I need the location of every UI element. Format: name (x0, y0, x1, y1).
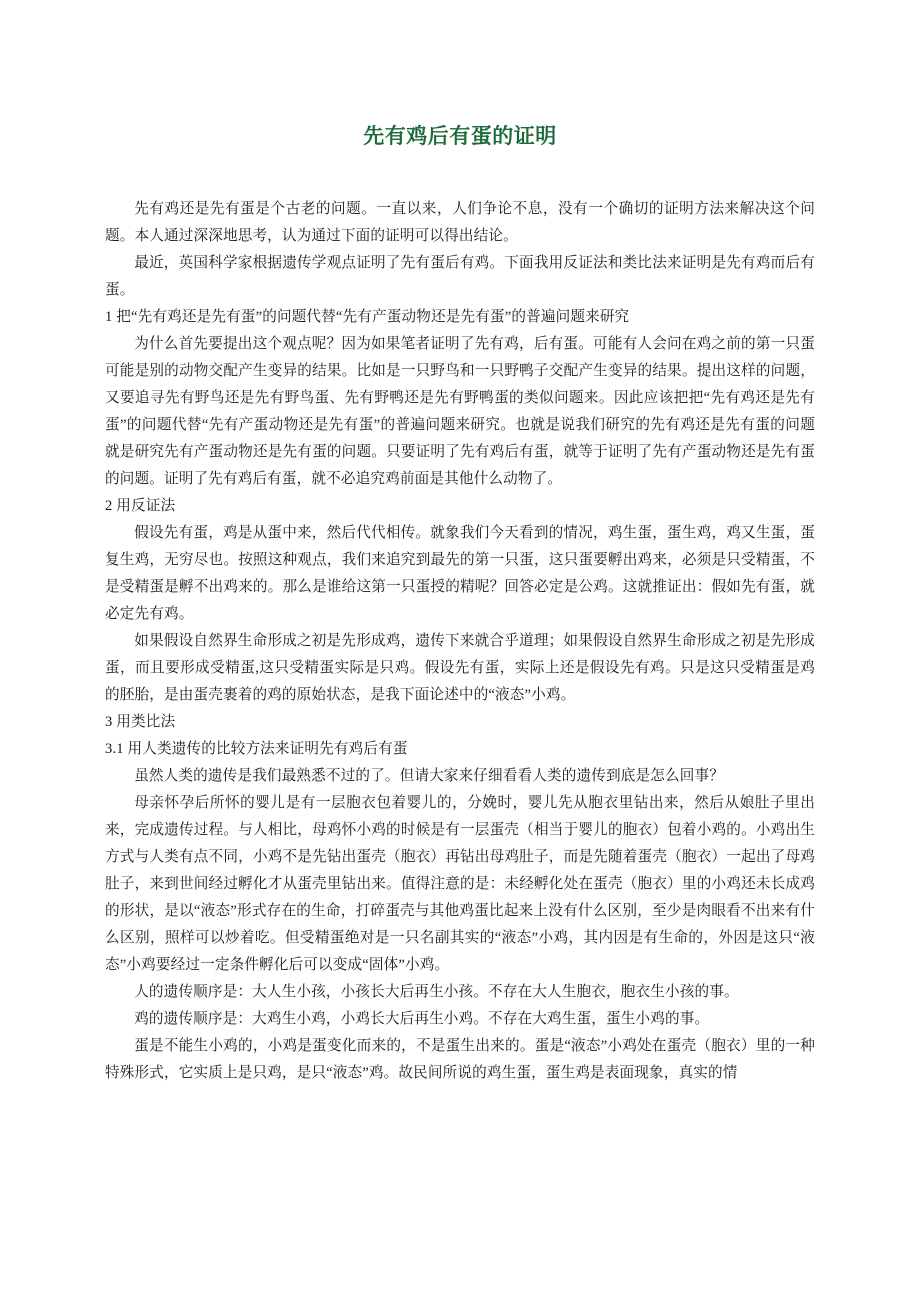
subsection-paragraph-3: 人的遗传顺序是：大人生小孩，小孩长大后再生小孩。不存在大人生胞衣，胞衣生小孩的事。 (134, 984, 739, 1001)
subsection-paragraph-4: 鸡的遗传顺序是：大鸡生小鸡，小鸡长大后再生小鸡。不存在大鸡生蛋，蛋生小鸡的事。 (134, 1011, 710, 1028)
section-heading-1: 1 把“先有鸡还是先有蛋”的问题代替“先有产蛋动物还是先有蛋”的普遍问题来研究 (105, 309, 630, 326)
subsection-heading-3-1: 3.1 用人类遗传的比较方法来证明先有鸡后有蛋 (105, 741, 408, 758)
intro-paragraph-2: 最近，英国科学家根据遗传学观点证明了先有蛋后有鸡。下面我用反证法和类比法来证明是先有鸡而后有蛋。 (105, 255, 815, 299)
section-1-paragraph-1: 为什么首先要提出这个观点呢？因为如果笔者证明了先有鸡，后有蛋。可能有人会问在鸡之前的第一只蛋可能是别的动物交配产生变异的结果。比如是一只野鸟和一只野鸭子交配产生变异的结果。提出这样的问题，又要追寻先有野鸟还是先有野鸟蛋、先有野鸭还是先有野鸭蛋的类似问题来。因此应该把把“先有鸡还是先有蛋”的问题代替“先有产蛋动物还是先有蛋”的普遍问题来研究。也就是说我们研究的先有鸡还是先有蛋的问题就是研究先有产蛋动物还是先有蛋的问题。只要证明了先有鸡后有蛋，就等于证明了先有产蛋动物还是先有蛋的问题。证明了先有鸡后有蛋，就不必追究鸡前面是其他什么动物了。 (105, 336, 815, 488)
section-2-paragraph-2: 如果假设自然界生命形成之初是先形成鸡，遗传下来就合乎道理；如果假设自然界生命形成之初是先形成蛋，而且要形成受精蛋,这只受精蛋实际是只鸡。假设先有蛋，实际上还是假设先有鸡。只是这只受精蛋是鸡的胚胎，是由蛋壳裹着的鸡的原始状态，是我下面论述中的“液态”小鸡。 (105, 633, 815, 704)
section-heading-2: 2 用反证法 (105, 498, 176, 515)
subsection-paragraph-2: 母亲怀孕后所怀的婴儿是有一层胞衣包着婴儿的，分娩时，婴儿先从胞衣里钻出来，然后从娘肚子里出来，完成遗传过程。与人相比，母鸡怀小鸡的时候是有一层蛋壳（相当于婴儿的胞衣）包着小鸡的。小鸡出生方式与人类有点不同，小鸡不是先钻出蛋壳（胞衣）再钻出母鸡肚子，而是先随着蛋壳（胞衣）一起出了母鸡肚子，来到世间经过孵化才从蛋壳里钻出来。值得注意的是：未经孵化处在蛋壳（胞衣）里的小鸡还未长成鸡的形状，是以“液态”形式存在的生命，打碎蛋壳与其他鸡蛋比起来上没有什么区别，至少是肉眼看不出来有什么区别，照样可以炒着吃。但受精蛋绝对是一只名副其实的“液态”小鸡，其内因是有生命的，外因是这只“液态”小鸡要经过一定条件孵化后可以变成“固体”小鸡。 (105, 795, 815, 974)
intro-paragraph-1: 先有鸡还是先有蛋是个古老的问题。一直以来，人们争论不息，没有一个确切的证明方法来解决这个问题。本人通过深深地思考，认为通过下面的证明可以得出结论。 (105, 201, 815, 245)
section-heading-3: 3 用类比法 (105, 714, 176, 731)
page-title: 先有鸡后有蛋的证明 (363, 124, 557, 148)
document-body (105, 150, 815, 1087)
section-2-paragraph-1: 假设先有蛋，鸡是从蛋中来，然后代代相传。就象我们今天看到的情况，鸡生蛋，蛋生鸡，鸡又生蛋，蛋复生鸡，无穷尽也。按照这种观点，我们来追究到最先的第一只蛋，这只蛋要孵出鸡来，必须是只受精蛋，不是受精蛋是孵不出鸡来的。那么是谁给这第一只蛋授的精呢？回答必定是公鸡。这就推证出：假如先有蛋，就必定先有鸡。 (105, 525, 815, 623)
subsection-paragraph-1: 虽然人类的遗传是我们最熟悉不过的了。但请大家来仔细看看人类的遗传到底是怎么回事？ (134, 768, 724, 785)
subsection-paragraph-5: 蛋是不能生小鸡的，小鸡是蛋变化而来的，不是蛋生出来的。蛋是“液态”小鸡处在蛋壳（胞衣）里的一种特殊形式，它实质上是只鸡，是只“液态”鸡。故民间所说的鸡生蛋，蛋生鸡是表面现象，真实的情 (105, 1038, 815, 1082)
